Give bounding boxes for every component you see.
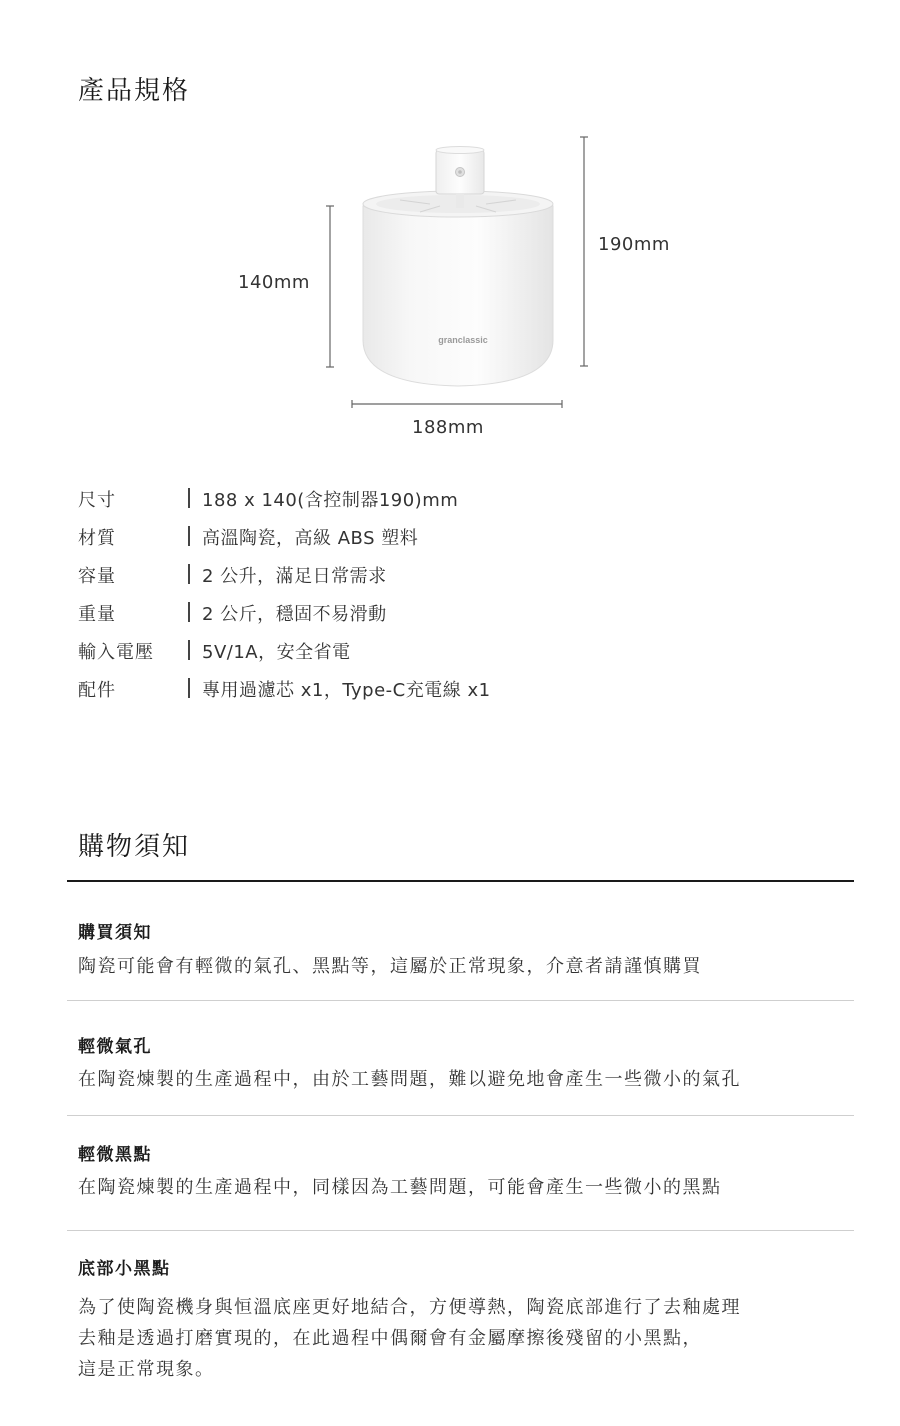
note-title: 購買須知 <box>78 923 152 943</box>
note-line: 在陶瓷煉製的生產過程中，由於工藝問題，難以避免地會產生一些微小的氣孔 <box>78 1069 741 1090</box>
width-dimension-bracket <box>352 400 562 408</box>
note-body <box>78 1064 741 1095</box>
spec-row-accessories <box>78 676 798 714</box>
spec-value: 5V/1A，安全省電 <box>202 642 351 663</box>
note-line: 陶瓷可能會有輕微的氣孔、黑點等，這屬於正常現象，介意者請謹慎購買 <box>78 956 702 977</box>
spec-table <box>78 486 798 714</box>
note-divider <box>67 1230 854 1231</box>
note-divider <box>67 1115 854 1116</box>
spec-key: 重量 <box>78 604 116 625</box>
spec-value: 2 公斤，穩固不易滑動 <box>202 604 387 625</box>
note-line: 為了使陶瓷機身與恒溫底座更好地結合，方便導熱，陶瓷底部進行了去釉處理 <box>78 1297 741 1318</box>
note-title: 底部小黑點 <box>78 1259 171 1279</box>
spec-value: 高溫陶瓷，高級 ABS 塑料 <box>202 528 419 549</box>
spec-separator <box>188 526 190 546</box>
spec-key: 材質 <box>78 528 116 549</box>
shopping-notes-section-title: 購物須知 <box>78 832 191 862</box>
note-body <box>78 951 702 982</box>
note-line: 在陶瓷煉製的生產過程中，同樣因為工藝問題，可能會產生一些微小的黑點 <box>78 1177 722 1198</box>
note-body <box>78 1172 722 1203</box>
spec-separator <box>188 488 190 508</box>
specs-section-title: 產品規格 <box>78 76 191 106</box>
spec-separator <box>188 602 190 622</box>
spec-separator <box>188 640 190 660</box>
note-divider <box>67 1000 854 1001</box>
spec-key: 輸入電壓 <box>78 642 154 663</box>
width-dimension-label: 188mm <box>412 417 484 438</box>
spec-key: 尺寸 <box>78 490 116 511</box>
fountain-body <box>363 191 553 386</box>
product-illustration <box>0 0 900 460</box>
spec-value: 專用過濾芯 x1，Type-C充電線 x1 <box>202 680 491 701</box>
spec-value: 2 公升，滿足日常需求 <box>202 566 387 587</box>
note-title: 輕微黑點 <box>78 1145 152 1165</box>
spec-separator <box>188 678 190 698</box>
total-height-dimension-bracket <box>580 137 588 366</box>
spec-separator <box>188 564 190 584</box>
total-height-dimension-label: 190mm <box>598 234 670 255</box>
note-line: 去釉是透過打磨實現的，在此過程中偶爾會有金屬摩擦後殘留的小黑點， <box>78 1328 702 1349</box>
product-logo-mark: granclassic <box>438 335 488 345</box>
spec-row-weight <box>78 600 798 638</box>
note-title: 輕微氣孔 <box>78 1037 152 1057</box>
spec-row-material <box>78 524 798 562</box>
spec-row-size <box>78 486 798 524</box>
note-body <box>78 1292 741 1385</box>
product-dimension-figure <box>0 0 900 460</box>
spec-key: 容量 <box>78 566 116 587</box>
height-dimension-label: 140mm <box>238 272 310 293</box>
spec-value: 188 x 140(含控制器190)mm <box>202 490 459 511</box>
spec-row-input-voltage <box>78 638 798 676</box>
height-dimension-bracket <box>326 206 334 367</box>
note-line: 這是正常現象。 <box>78 1359 215 1380</box>
section-divider <box>67 880 854 882</box>
spec-key: 配件 <box>78 680 116 701</box>
spec-row-capacity <box>78 562 798 600</box>
